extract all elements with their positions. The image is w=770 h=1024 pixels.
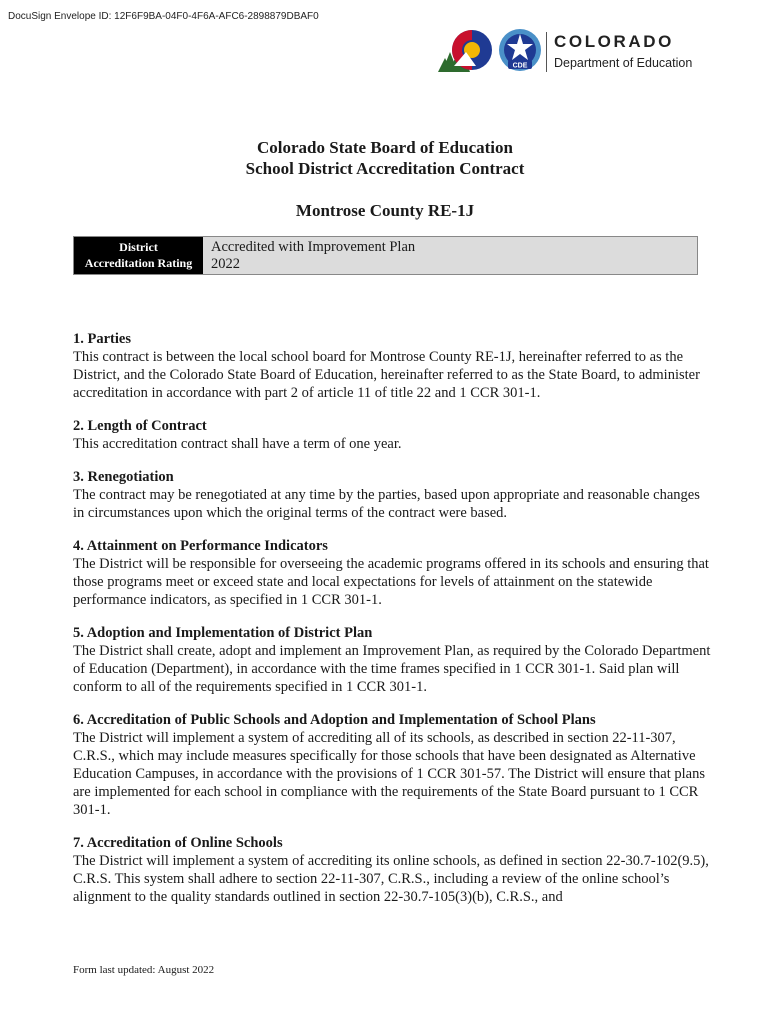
- section-heading: 5. Adoption and Implementation of District Plan: [73, 625, 373, 641]
- section-body: This contract is between the local school board for Montrose County RE-1J, hereinafter referred to as the District, and the Colorado State Board of Education, hereinafter referred to as the State Board, to administer accreditation in accordance with part 2 of article 11 of title 22 and 1 CCR 301-1.: [73, 349, 700, 401]
- colorado-cde-wordmark: [554, 32, 692, 70]
- section-heading: 7. Accreditation of Online Schools: [73, 835, 283, 851]
- section-renegotiation: [73, 468, 713, 522]
- logo-line-department: Department of Education: [554, 56, 693, 70]
- section-parties: [73, 330, 713, 402]
- section-body: This accreditation contract shall have a term of one year.: [73, 436, 402, 452]
- rating-value-year: 2022: [211, 256, 240, 272]
- cde-star-emblem-icon: [499, 29, 541, 71]
- rating-label-line2: Accreditation Rating: [84, 256, 193, 270]
- rating-label: [74, 237, 203, 274]
- section-heading: 1. Parties: [73, 331, 131, 347]
- rating-value: [203, 237, 697, 274]
- section-heading: 3. Renegotiation: [73, 469, 174, 485]
- section-district-plan: [73, 624, 713, 696]
- title-board: Colorado State Board of Education: [257, 138, 513, 157]
- rating-label-line1: District: [119, 240, 158, 254]
- title-contract: School District Accreditation Contract: [245, 159, 525, 178]
- accreditation-rating-box: [73, 236, 698, 275]
- section-length-of-contract: [73, 417, 713, 453]
- colorado-flag-c-icon: [452, 30, 492, 70]
- section-body: The contract may be renegotiated at any time by the parties, based upon appropriate and reasonable changes in circumstances upon which the original terms of the contract were based.: [73, 487, 700, 521]
- form-updated-footer: Form last updated: August 2022: [73, 964, 215, 976]
- section-body: The District will implement a system of accrediting its online schools, as defined in section 22-30.7-102(9.5), C.R.S. This system shall adhere to section 22-11-307, C.R.S., including a review of the online school’s alignment to the quality standards outlined in section 22-30.7-105(3)(b), C.R.S., and: [73, 853, 709, 905]
- section-online-schools: [73, 834, 713, 906]
- section-performance-indicators: [73, 537, 713, 609]
- cde-badge-text: CDE: [512, 62, 528, 70]
- section-heading: 6. Accreditation of Public Schools and Adoption and Implementation of School Plans: [73, 712, 596, 728]
- section-heading: 4. Attainment on Performance Indicators: [73, 538, 328, 554]
- docusign-envelope-id: DocuSign Envelope ID: 12F6F9BA-04F0-4F6A-AFC6-2898879DBAF0: [8, 11, 319, 22]
- logo-line-colorado: COLORADO: [554, 32, 674, 51]
- title-district: Montrose County RE-1J: [295, 201, 475, 220]
- section-body: The District will be responsible for overseeing the academic programs offered in its schools and ensuring that those programs meet or exceed state and local expectations for levels of attainment on the statewide performance indicators, as specified in 1 CCR 301-1.: [73, 556, 709, 608]
- rating-value-line1: Accredited with Improvement Plan: [211, 239, 416, 255]
- contract-sections: [73, 330, 713, 921]
- section-body: The District shall create, adopt and implement an Improvement Plan, as required by the Colorado Department of Education (Department), in accordance with the time frames specified in 1 CCR 301-1. Said plan will conform to all of the requirements specified in 1 CCR 301-1.: [73, 643, 711, 695]
- section-school-accreditation: [73, 711, 713, 819]
- section-body: The District will implement a system of accrediting all of its schools, as described in section 22-11-307, C.R.S., which may include measures specifically for those schools that have been designated as Alternative Education Campuses, in accordance with the provisions of 1 CCR 301-57. The District will ensure that plans are implemented for each school in compliance with the requirements of the State Board pursuant to 1 CCR 301-1.: [73, 730, 705, 818]
- document-title-block: [0, 137, 770, 221]
- section-heading: 2. Length of Contract: [73, 418, 207, 434]
